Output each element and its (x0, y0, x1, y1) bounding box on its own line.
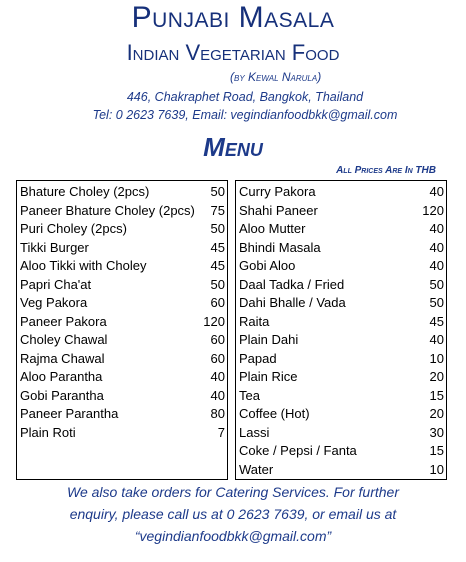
menu-item-name: Plain Roti (20, 424, 76, 440)
menu-list-left (16, 180, 228, 480)
menu-item-price: 50 (210, 221, 225, 236)
menu-item (17, 220, 227, 239)
menu-item-name: Veg Pakora (20, 295, 88, 310)
menu-item (236, 276, 446, 295)
menu-item-name: Tea (239, 387, 260, 403)
menu-item (17, 294, 227, 313)
menu-item-name: Dahi Bhalle / Vada (239, 295, 346, 310)
menu-item (17, 202, 227, 221)
menu-item-name: Puri Choley (2pcs) (20, 221, 127, 236)
prices-note: All Prices Are In THB (336, 165, 436, 176)
menu-item-price: 120 (203, 313, 225, 329)
menu-item-price: 50 (210, 276, 225, 292)
menu-item-price: 45 (210, 258, 225, 273)
menu-item-name: Curry Pakora (239, 184, 316, 199)
menu-item-name: Gobi Parantha (20, 387, 104, 403)
menu-item-price: 50 (210, 184, 225, 199)
menu-item (236, 368, 446, 387)
menu-item-price: 60 (210, 332, 225, 347)
menu-item-price: 75 (210, 202, 225, 218)
menu-item-price: 45 (429, 313, 444, 329)
menu-item-price: 40 (429, 332, 444, 347)
menu-item (236, 202, 446, 221)
menu-item-name: Shahi Paneer (239, 202, 318, 218)
menu-item-name: Paneer Bhature Choley (2pcs) (20, 202, 195, 218)
menu-item (17, 387, 227, 406)
menu-item-price: 30 (429, 424, 444, 440)
menu-item (236, 442, 446, 461)
menu-item-price: 40 (210, 387, 225, 403)
menu-item (236, 387, 446, 406)
menu-item (17, 313, 227, 332)
menu-item-price: 40 (429, 258, 444, 273)
menu-heading: Menu (203, 132, 263, 162)
menu-item-name: Tikki Burger (20, 239, 89, 255)
menu-item (236, 239, 446, 258)
menu-item-price: 50 (429, 276, 444, 292)
menu-item-name: Lassi (239, 424, 270, 440)
contact-line: Tel: 0 2623 7639, Email: vegindianfoodbkk@gmail.com (92, 108, 398, 122)
menu-item-name: Papri Cha'at (20, 276, 92, 292)
menu-item (236, 405, 446, 424)
menu-item-price: 20 (429, 369, 444, 384)
menu-item (17, 183, 227, 202)
address-line: 446, Chakraphet Road, Bangkok, Thailand (126, 90, 364, 104)
menu-item-name: Gobi Aloo (239, 258, 296, 273)
menu-item-name: Coke / Pepsi / Fanta (239, 443, 357, 458)
menu-item-name: Coffee (Hot) (239, 406, 310, 421)
menu-item-price: 40 (429, 184, 444, 199)
catering-note-line-2: enquiry, please call us at 0 2623 7639, or email us at (69, 506, 397, 522)
restaurant-subtitle: Indian Vegetarian Food (126, 40, 340, 65)
menu-item (236, 331, 446, 350)
menu-item-price: 120 (422, 202, 444, 218)
menu-item (236, 257, 446, 276)
menu-item-name: Bhature Choley (2pcs) (20, 184, 150, 199)
menu-item-price: 10 (429, 350, 444, 366)
menu-item-name: Paneer Pakora (20, 313, 107, 329)
menu-item-price: 15 (429, 443, 444, 458)
menu-item (17, 424, 227, 443)
menu-item-price: 15 (429, 387, 444, 403)
menu-item-price: 20 (429, 406, 444, 421)
menu-item (17, 239, 227, 258)
menu-item-name: Paneer Parantha (20, 406, 119, 421)
menu-item-name: Plain Dahi (239, 332, 299, 347)
catering-note (0, 481, 466, 547)
menu-item-name: Choley Chawal (20, 332, 108, 347)
menu-item-price: 50 (429, 295, 444, 310)
menu-item (236, 220, 446, 239)
menu-item-name: Papad (239, 350, 277, 366)
menu-item (236, 424, 446, 443)
menu-item (236, 294, 446, 313)
menu-item-price: 60 (210, 295, 225, 310)
menu-item (236, 350, 446, 369)
menu-item (17, 405, 227, 424)
menu-item-price: 60 (210, 350, 225, 366)
menu-list-right (235, 180, 447, 480)
menu-item-name: Plain Rice (239, 369, 298, 384)
menu-item-price: 7 (217, 424, 225, 440)
menu-item-name: Aloo Mutter (239, 221, 306, 236)
menu-item (236, 461, 446, 480)
menu-item-name: Bhindi Masala (239, 239, 321, 255)
menu-item-name: Daal Tadka / Fried (239, 276, 345, 292)
catering-note-line-1: We also take orders for Catering Services. For further (67, 484, 399, 500)
menu-item-name: Aloo Parantha (20, 369, 103, 384)
author-credit: (by Kewal Narula) (230, 70, 322, 84)
menu-item-name: Water (239, 461, 274, 477)
menu-item (236, 183, 446, 202)
menu-item-name: Aloo Tikki with Choley (20, 258, 147, 273)
menu-item-price: 40 (429, 239, 444, 255)
menu-item-price: 40 (210, 369, 225, 384)
menu-item-price: 40 (429, 221, 444, 236)
menu-item (17, 350, 227, 369)
menu-item (236, 313, 446, 332)
menu-item-name: Rajma Chawal (20, 350, 105, 366)
menu-item-name: Raita (239, 313, 270, 329)
menu-item-price: 10 (429, 461, 444, 477)
menu-item (17, 276, 227, 295)
catering-note-line-3: “vegindianfoodbkk@gmail.com” (134, 528, 332, 544)
menu-item-price: 45 (210, 239, 225, 255)
menu-item-price: 80 (210, 406, 225, 421)
restaurant-name: Punjabi Masala (131, 1, 335, 34)
menu-item (17, 368, 227, 387)
menu-item (17, 257, 227, 276)
menu-item (17, 331, 227, 350)
